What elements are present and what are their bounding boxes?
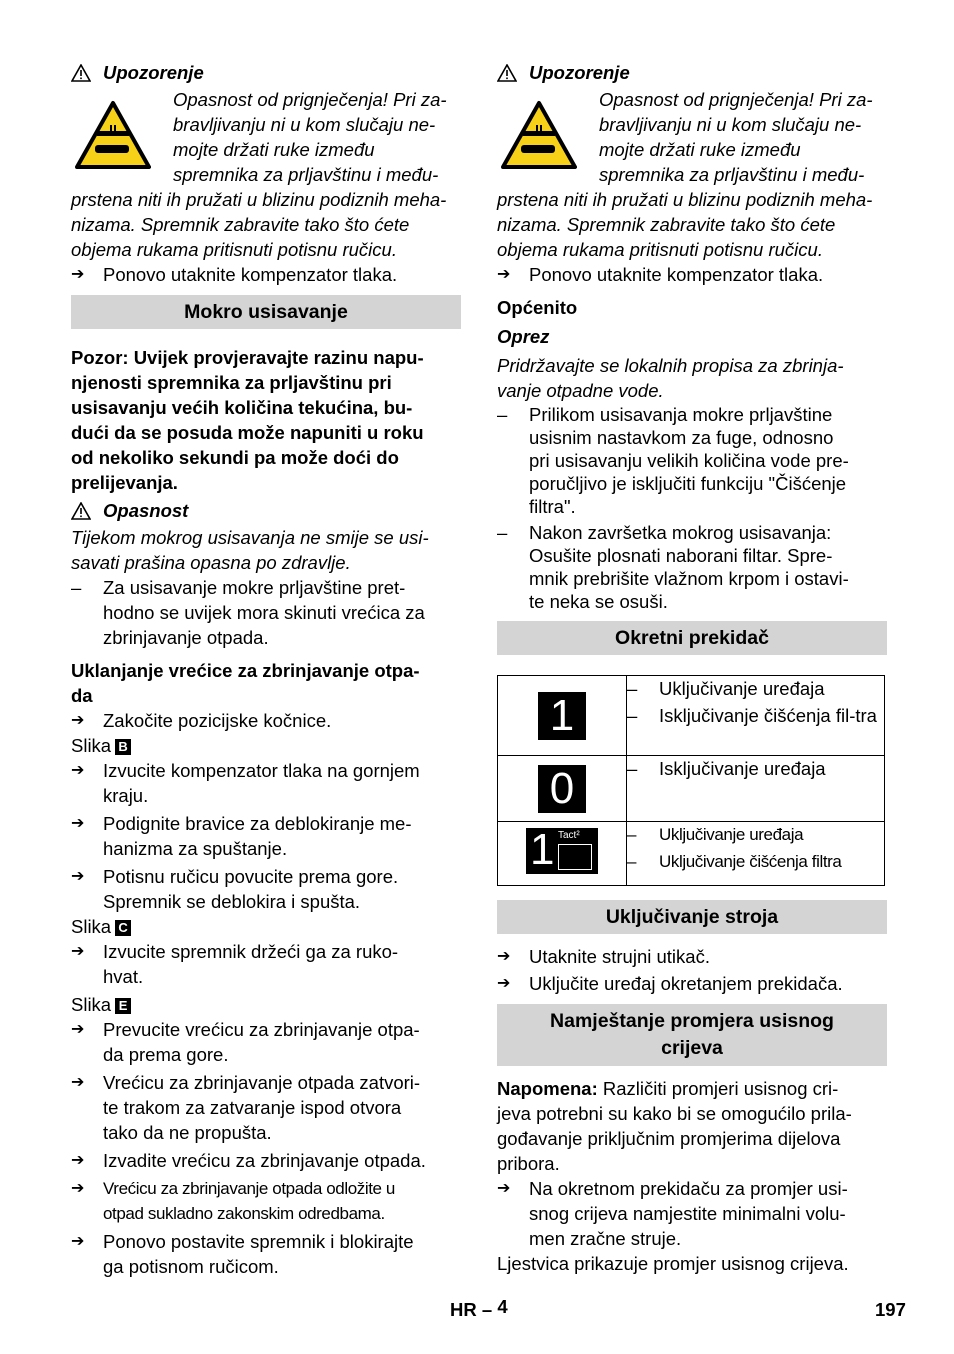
caution-heading: Oprez <box>497 326 550 347</box>
caution-text: Pridržavajte se lokalnih propisa za zbrinja- vanje otpadne vode. <box>497 355 844 401</box>
figure-ref-c: Slika C <box>71 914 461 939</box>
warning-text: Opasnost od prignječenja! Pri za- bravljivanju ni u kom slučaju ne- mojte držati ruke između spremnika za prljavštinu i među- prstena niti ih pružati u blizinu podiznih meha- nizama. Spremnik zabravite tako što ćete objema rukama pritisnuti potisnu ručicu. <box>71 89 447 260</box>
arrow-right-icon: ➔ <box>497 948 511 965</box>
figure-letter-badge: E <box>115 998 131 1014</box>
dash-item: – Prilikom usisavanja mokre prljavštine usisnim nastavkom za fuge, odnosno pri usisavanju velikih količina vode pre- poručljivo je isključiti funkciju "Čišćenje filtra". <box>497 404 849 517</box>
note-paragraph: Napomena: Različiti promjeri usisnog cri- jeva potrebni su kako bi se omogućilo prila- gođavanje priključnim promjerima dijelova pribora. <box>497 1078 852 1174</box>
arrow-right-icon: ➔ <box>71 712 85 729</box>
section-machine-on: Uključivanje stroja <box>497 900 887 934</box>
figure-letter-badge: B <box>115 739 131 755</box>
section-hose-diameter: Namještanje promjera usisnog crijeva <box>497 1004 887 1066</box>
warning-triangle-icon <box>71 502 93 520</box>
table-row: 0 – Isključivanje uređaja <box>498 756 885 822</box>
page-number: 197 <box>875 1299 906 1320</box>
table-row: 1 Tact² – Uključivanje uređaja – Uključivanje čišćenja filtra <box>498 822 885 886</box>
danger-text: Tijekom mokrog usisavanja ne smije se usi- savati prašina opasna po zdravlje. <box>71 527 429 573</box>
step-turn: ➔ Uključite uređaj okretanjem prekidača. <box>497 973 843 994</box>
arrow-right-icon: ➔ <box>497 975 511 992</box>
figure-ref-b: Slika B <box>71 733 461 758</box>
footer-language: HR – 4 <box>450 1296 508 1320</box>
step-grip: ➔ Izvucite spremnik držeći ga za ruko- hvat. <box>71 941 399 987</box>
section-rotary-switch: Okretni prekidač <box>497 621 887 655</box>
danger-heading: Opasnost <box>71 498 461 523</box>
hand-crush-hazard-icon <box>75 97 151 173</box>
switch-position-1-icon: 1 <box>538 692 586 740</box>
scale-text: Ljestvica prikazuje promjer usisnog crijeva. <box>497 1253 849 1274</box>
switch-table <box>497 675 885 886</box>
switch-position-0-icon: 0 <box>538 765 586 813</box>
arrow-right-icon: ➔ <box>71 266 85 283</box>
arrow-right-icon: ➔ <box>71 762 85 779</box>
step-dispose: ➔ Vrećicu za zbrinjavanje otpada odložite u otpad sukladno zakonskim odredbama. <box>71 1176 461 1226</box>
step-replace: ➔ Ponovo postavite spremnik i blokirajte ga potisnom ručicom. <box>71 1231 414 1277</box>
arrow-right-icon: ➔ <box>71 943 85 960</box>
arrow-right-icon: ➔ <box>71 868 85 885</box>
warning-triangle-icon <box>71 64 93 82</box>
dash-item: – Nakon završetka mokrog usisavanja: Osušite plosnati naborani filtar. Spre- mnik prebrišite vlažnom krpom i ostavi- te neka se osuši. <box>497 522 849 612</box>
arrow-right-icon: ➔ <box>71 1180 85 1197</box>
step-lift: ➔ Podignite bravice za deblokiranje me- hanizma za spuštanje. <box>71 813 412 859</box>
hand-crush-hazard-icon <box>501 97 577 173</box>
arrow-right-icon: ➔ <box>71 1152 85 1169</box>
step-plug: ➔ Utaknite strujni utikač. <box>497 946 710 967</box>
step-remove: ➔ Izvadite vrećicu za zbrinjavanje otpada. <box>71 1150 426 1171</box>
switch-position-tact-icon: 1 Tact² <box>526 828 598 874</box>
step-refit: ➔ Ponovo utaknite kompenzator tlaka. <box>497 264 824 285</box>
arrow-right-icon: ➔ <box>71 1021 85 1038</box>
step-brakes: ➔ Zakočite pozicijske kočnice. <box>71 710 332 731</box>
arrow-right-icon: ➔ <box>71 1074 85 1091</box>
arrow-right-icon: ➔ <box>497 266 511 283</box>
step-set: ➔ Na okretnom prekidaču za promjer usi- snog crijeva namjestite minimalni volu- men zračne struje. <box>497 1178 848 1249</box>
arrow-right-icon: ➔ <box>71 815 85 832</box>
warning-text: Opasnost od prignječenja! Pri za- bravljivanju ni u kom slučaju ne- mojte držati ruke između spremnika za prljavštinu i među- prstena niti ih pružati u blizinu podiznih meha- nizama. Spremnik zabravite tako što ćete objema rukama pritisnuti potisnu ručicu. <box>497 89 873 260</box>
step-push: ➔ Potisnu ručicu povucite prema gore. Spremnik se deblokira i spušta. <box>71 866 399 912</box>
section-wet-vacuum: Mokro usisavanje <box>71 295 461 329</box>
warning-heading: Upozorenje <box>71 60 461 85</box>
figure-letter-badge: C <box>115 920 131 936</box>
arrow-right-icon: ➔ <box>71 1233 85 1250</box>
left-column <box>71 60 461 1279</box>
arrow-right-icon: ➔ <box>497 1180 511 1197</box>
table-row: 1 – Uključivanje uređaja – Isključivanje čišćenja fil-tra <box>498 676 885 756</box>
general-heading: Općenito <box>497 297 578 318</box>
subheading-remove-bag: Uklanjanje vrećice za zbrinjavanje otpa- da <box>71 660 420 706</box>
warning-triangle-icon <box>497 64 519 82</box>
figure-ref-e: Slika E <box>71 992 461 1017</box>
dash-item: – Za usisavanje mokre prljavštine pret- hodno se uvijek mora skinuti vrećica za zbrinjavanje otpada. <box>71 577 425 648</box>
warning-heading: Upozorenje <box>497 60 887 85</box>
step-fold: ➔ Prevucite vrećicu za zbrinjavanje otpa- da prema gore. <box>71 1019 420 1065</box>
caution-bold-text: Pozor: Uvijek provjeravajte razinu napu- njenosti spremnika za prljavštinu pri usisavanju većih količina tekućina, bu- dući da se posuda može napuniti u roku od nekoliko sekundi pa može doći do prelijevanja. <box>71 347 424 493</box>
step-refit: ➔ Ponovo utaknite kompenzator tlaka. <box>71 264 398 285</box>
step-close: ➔ Vrećicu za zbrinjavanje otpada zatvori- te trakom za zatvaranje ispod otvora tako da ne propušta. <box>71 1072 421 1143</box>
step-pull: ➔ Izvucite kompenzator tlaka na gornjem kraju. <box>71 760 420 806</box>
right-column <box>497 60 887 1276</box>
